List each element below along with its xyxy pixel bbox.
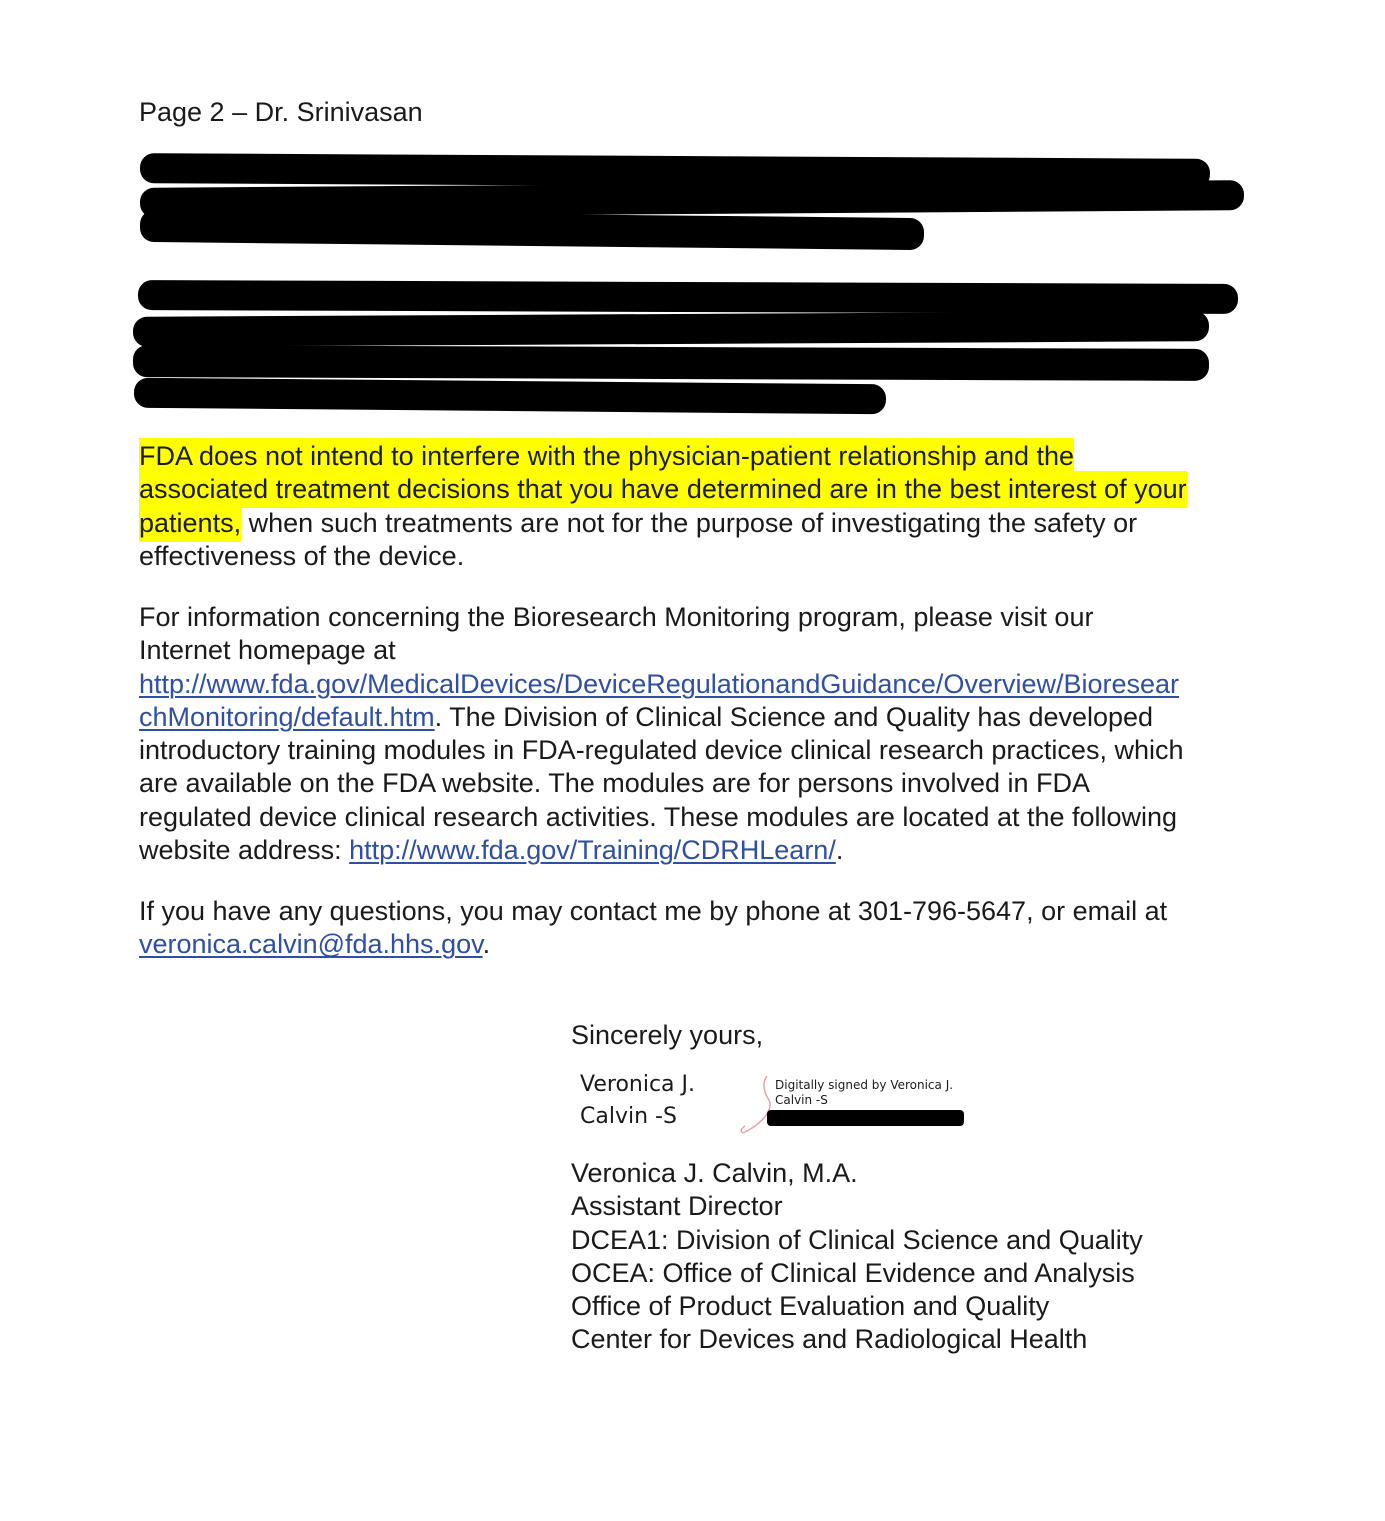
redaction-bar [140,210,924,250]
bimo-homepage-link[interactable]: http://www.fda.gov/MedicalDevices/DeviceRegulationandGuidance/Overview/Bioresear [139,668,1180,699]
redaction-bar [138,280,1238,314]
fda-statement-paragraph [139,440,1187,573]
paragraph-text: If you have any questions, you may contact me by phone at 301-796-5647, or email at [139,896,1168,926]
highlighted-text: FDA does not intend to interfere with the physician-patient relationship and the [139,438,1074,475]
paragraph-text: effectiveness of the device. [139,540,465,571]
digital-signature-text: Calvin -S [775,1093,828,1107]
signatory-title: Assistant Director [571,1191,783,1222]
paragraph-text: . [835,835,844,866]
signatory-office-2: Office of Product Evaluation and Quality [571,1291,1050,1322]
signature-name [580,1069,695,1133]
signature-name-line: Veronica J. [580,1072,696,1097]
salutation: Sincerely yours, [571,1020,764,1050]
paragraph-text: introductory training modules in FDA-regulated device clinical research practices, which [139,735,1184,766]
digital-signature-stamp [775,1078,953,1108]
signatory-division: DCEA1: Division of Clinical Science and Quality [571,1224,1143,1255]
paragraph-text: For information concerning the Bioresearch Monitoring program, please visit our [139,602,1094,632]
training-link[interactable]: http://www.fda.gov/Training/CDRHLearn/ [349,835,836,866]
paragraph-text: . The Division of Clinical Science and Quality has developed [434,701,1154,732]
redaction-bar [134,378,886,415]
highlighted-text: associated treatment decisions that you have determined are in the best interest of your [139,471,1187,508]
paragraph-text: . [482,929,491,960]
redaction-bar [133,311,1209,347]
highlighted-text: patients, [139,505,241,542]
paragraph-text: website address: [139,835,350,866]
redaction-bar [133,345,1209,381]
signatory-office: OCEA: Office of Clinical Evidence and Analysis [571,1257,1135,1288]
signatory-block [571,1157,1143,1357]
signature-name-line: Calvin -S [580,1104,677,1129]
paragraph-text: Internet homepage at [139,635,396,666]
digital-signature-text: Digitally signed by Veronica J. [775,1078,954,1092]
bimo-homepage-link-continued[interactable]: chMonitoring/default.htm [139,701,435,732]
bimo-paragraph [139,601,1183,867]
page-header: Page 2 – Dr. Srinivasan [139,97,423,127]
signatory-name: Veronica J. Calvin, M.A. [571,1158,858,1188]
signatory-center: Center for Devices and Radiological Health [571,1324,1088,1355]
redaction-bar [767,1110,964,1126]
email-link[interactable]: veronica.calvin@fda.hhs.gov [139,929,483,960]
paragraph-text: are available on the FDA website. The modules are for persons involved in FDA [139,768,1090,799]
paragraph-text: regulated device clinical research activities. These modules are located at the following [139,801,1178,832]
contact-paragraph [139,895,1167,962]
paragraph-text: when such treatments are not for the purpose of investigating the safety or [241,507,1138,538]
